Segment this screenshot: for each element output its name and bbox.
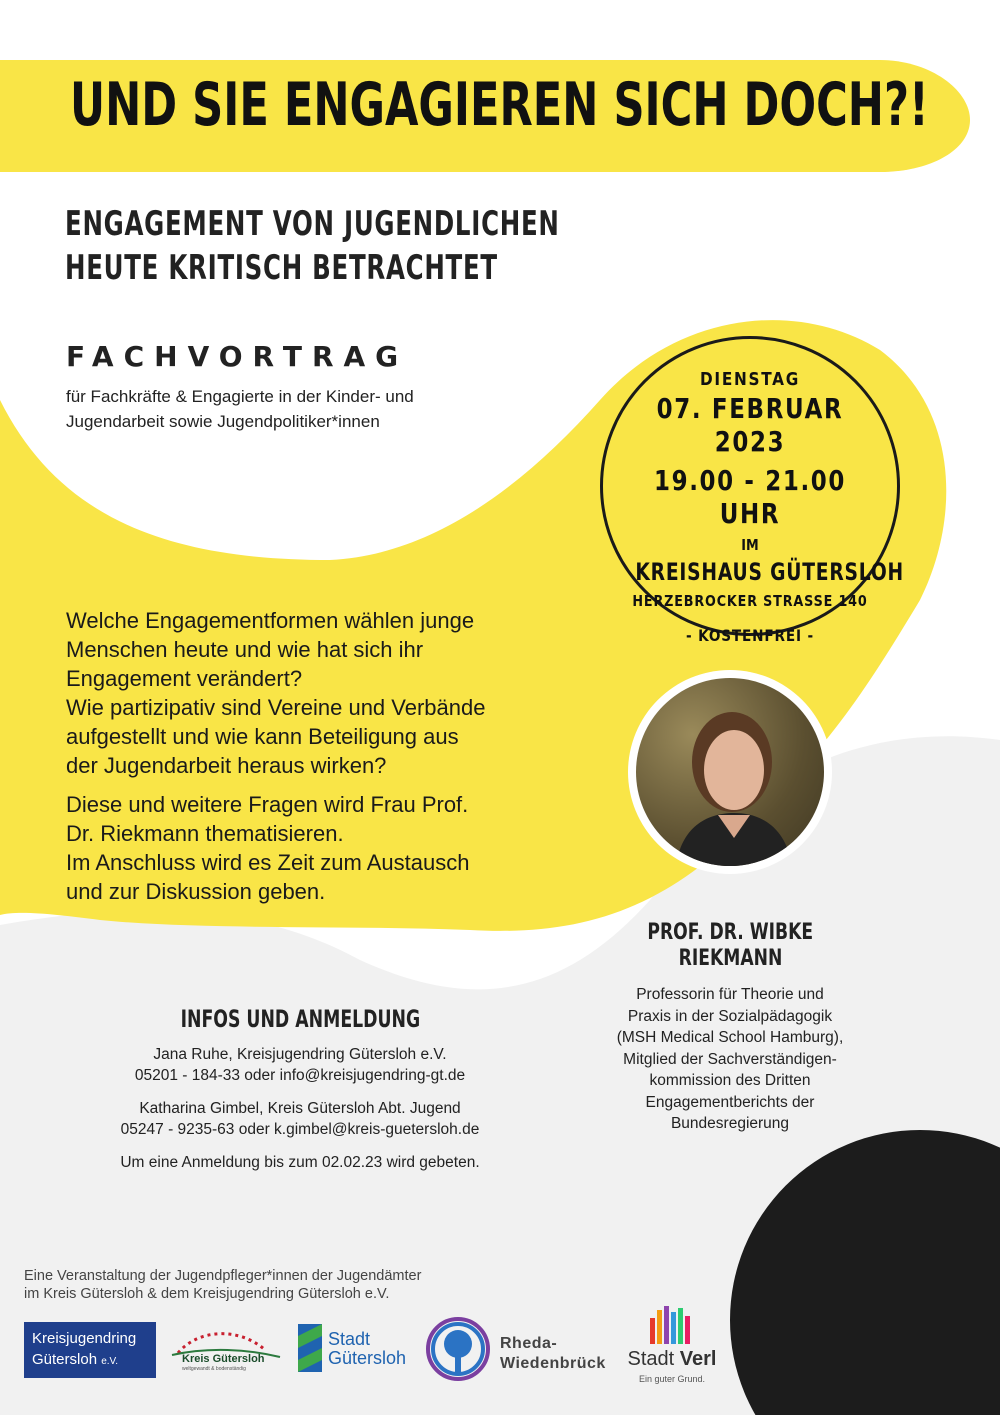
event-day: DIENSTAG bbox=[700, 369, 800, 390]
contact-1-name: Jana Ruhe, Kreisjugendring Gütersloh e.V. bbox=[153, 1046, 447, 1063]
speaker-name-line-1: PROF. DR. WIBKE bbox=[647, 920, 813, 945]
speaker-bio-line: (MSH Medical School Hamburg), bbox=[616, 1029, 844, 1046]
talk-label: FACHVORTRAG bbox=[66, 340, 409, 373]
infos-contacts bbox=[50, 1044, 550, 1185]
speaker-bio-line: Engagementberichts der bbox=[645, 1093, 815, 1111]
footer-line-2: im Kreis Gütersloh & dem Kreisjugendring Gütersloh e.V. bbox=[24, 1286, 390, 1302]
event-street: HERZEBROCKER STRASSE 140 bbox=[632, 592, 868, 610]
speaker-photo-frame bbox=[628, 670, 832, 874]
footer-line-1: Eine Veranstaltung der Jugendpfleger*innen der Jugendämter bbox=[24, 1268, 422, 1284]
event-price: - KOSTENFREI - bbox=[685, 626, 815, 645]
registration-note: Um eine Anmeldung bis zum 02.02.23 wird gebeten. bbox=[120, 1154, 480, 1171]
footer-organizers bbox=[24, 1267, 584, 1303]
speaker-name-line-2: RIEKMANN bbox=[678, 946, 782, 971]
stadt-guetersloh-logo: Stadt Gütersloh bbox=[296, 1322, 414, 1380]
speaker-bio-line: Mitglied der Sachverständigen- bbox=[623, 1050, 837, 1068]
body-paragraph-1: Welche Engagementformen wählen junge Menschen heute und wie hat sich ihr Engagement verändert? Wie partizipativ sind Vereine und Verbände aufgestellt und wie kann Beteiligung aus der Jugendarbeit heraus wirken? bbox=[66, 608, 486, 778]
speaker-bio-line: kommission des Dritten bbox=[649, 1072, 811, 1089]
speaker-bio-line: Professorin für Theorie und bbox=[636, 986, 824, 1003]
subtitle-line-1: ENGAGEMENT VON JUGENDLICHEN bbox=[65, 204, 560, 244]
rheda-wiedenbrueck-logo: Rheda- Wiedenbrück bbox=[422, 1316, 618, 1382]
subtitle-line-2: HEUTE KRITISCH BETRACHTET bbox=[65, 248, 498, 288]
body-paragraph-2: Diese und weitere Fragen wird Frau Prof. Dr. Riekmann thematisieren. Im Anschluss wird es Zeit zum Austausch und zur Diskussion geben. bbox=[66, 792, 470, 904]
speaker-bio-line: Bundesregierung bbox=[670, 1115, 790, 1132]
event-venue: KREISHAUS GÜTERSLOH bbox=[635, 558, 904, 586]
contact-2-details: 05247 - 9235-63 oder k.gimbel@kreis-guetersloh.de bbox=[120, 1121, 480, 1138]
page-title: UND SIE ENGAGIEREN SICH DOCH?! bbox=[70, 70, 929, 140]
kreisjugendring-logo: Kreisjugendring Gütersloh e.V. bbox=[24, 1322, 156, 1378]
audience-line-2: Jugendarbeit sowie Jugendpolitiker*innen bbox=[66, 412, 380, 431]
speaker-name bbox=[600, 920, 860, 972]
speaker-bio bbox=[580, 984, 880, 1135]
body-text bbox=[66, 606, 626, 916]
stadt-verl-logo: Stadt Verl Ein guter Grund. bbox=[624, 1304, 720, 1388]
event-time: 19.00 - 21.00 UHR bbox=[653, 464, 847, 530]
page-subtitle bbox=[65, 202, 569, 290]
talk-audience bbox=[66, 384, 586, 434]
speaker-photo bbox=[636, 678, 824, 866]
infos-heading: INFOS UND ANMELDUNG bbox=[180, 1005, 420, 1033]
contact-1-details: 05201 - 184-33 oder info@kreisjugendring-gt.de bbox=[134, 1067, 466, 1084]
contact-2-name: Katharina Gimbel, Kreis Gütersloh Abt. Jugend bbox=[139, 1100, 461, 1117]
audience-line-1: für Fachkräfte & Engagierte in der Kinder- und bbox=[66, 387, 414, 406]
speaker-bio-line: Praxis in der Sozialpädagogik bbox=[627, 1007, 833, 1025]
event-im: IM bbox=[741, 536, 759, 554]
event-info-circle bbox=[600, 336, 904, 645]
event-date: 07. FEBRUAR 2023 bbox=[656, 392, 844, 458]
kreis-guetersloh-logo: Kreis Gütersloh weltgewandt & bodenständig bbox=[168, 1325, 286, 1379]
